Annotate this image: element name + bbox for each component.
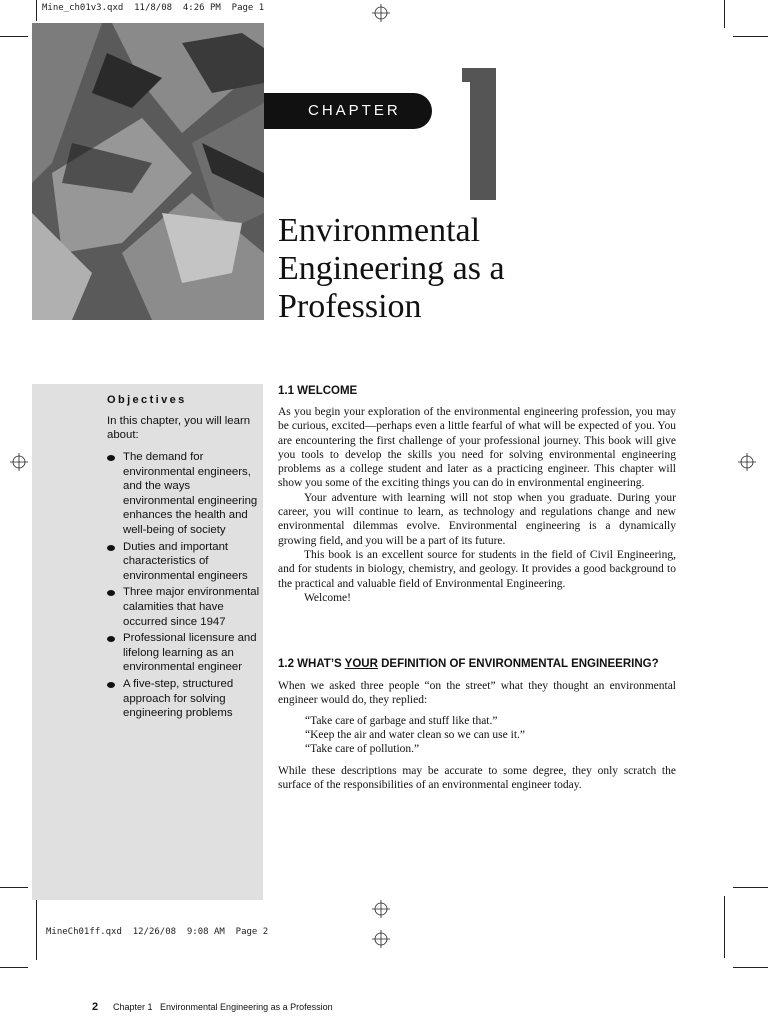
paragraph: This book is an excellent source for students in the field of Civil Engineering, and for students in biology, chemistry, and geology. It provides a good background to the practical and valuable field of Environmental Engineering. <box>278 548 676 590</box>
bullet-icon <box>107 636 115 642</box>
chapter-number-text <box>470 68 471 69</box>
paragraph: Your adventure with learning will not stop when you graduate. During your career, you will continue to learn, as technology and regulations change and new environmental dilemmas evolve. Environmental engineering is a dynamically growing field, and you will be a part of its future. <box>278 491 676 547</box>
list-item <box>107 450 263 538</box>
paragraph: When we asked three people “on the street” what they thought an environmental engineer would do, they replied: <box>278 680 676 707</box>
chapter-title-line: Engineering as a <box>278 250 505 287</box>
printer-slug-bottom: MineCh01ff.qxd 12/26/08 9:08 AM Page 2 <box>46 927 269 937</box>
bullet-icon <box>107 455 115 461</box>
quote-line: “Keep the air and water clean so we can use it.” <box>305 729 525 741</box>
chapter-label: CHAPTER <box>264 93 432 129</box>
paragraph: As you begin your exploration of the environmental engineering profession, you may be curious, excited—perhaps even a little fearful of what will be expected of you. You are encountering the first challenge of your professional journey. This book will give you tools to develop the skills you need for solving environmental engineering problems as a college student and later as a practicing engineer. This chapter will show you some of the exciting things you can do in environmental engineering. <box>278 406 676 490</box>
heading-text: 1.2 WHAT’S <box>278 658 345 670</box>
registration-mark-icon <box>372 930 390 948</box>
bullet-icon <box>107 545 115 551</box>
paragraph: While these descriptions may be accurate to some degree, they only scratch the surface of the responsibilities of an environmental engineer today. <box>278 765 676 792</box>
crop-mark <box>0 36 28 37</box>
crop-mark <box>36 0 37 21</box>
chapter-title-line: Profession <box>278 288 422 325</box>
objective-text: A five-step, structured approach for solving engineering problems <box>123 677 234 720</box>
chapter-title <box>278 212 578 326</box>
crop-mark <box>733 887 768 888</box>
section-1-body <box>278 405 676 605</box>
objectives-list <box>107 450 263 723</box>
registration-mark-icon <box>372 4 390 22</box>
objective-text: Professional licensure and lifelong learning as an environmental engineer <box>123 632 257 674</box>
objective-text: Duties and important characteristics of environmental engineers <box>123 540 248 582</box>
crop-mark <box>724 0 725 28</box>
objectives-heading: Objectives <box>107 394 187 406</box>
heading-emphasis: YOUR <box>344 658 378 670</box>
chapter-number <box>470 68 496 200</box>
list-item <box>107 631 263 675</box>
list-item <box>107 540 263 584</box>
section-2-closing <box>278 764 676 793</box>
crop-mark <box>733 36 768 37</box>
objectives-intro: In this chapter, you will learn about: <box>107 415 251 442</box>
section-heading-definition <box>278 658 659 670</box>
crop-mark <box>0 887 28 888</box>
crop-mark <box>724 896 725 958</box>
crop-mark <box>0 967 28 968</box>
objective-text: Three major environmental calamities that have occurred since 1947 <box>123 586 260 628</box>
heading-text: DEFINITION OF ENVIRONMENTAL ENGINEERING? <box>377 658 659 670</box>
bullet-icon <box>107 682 115 688</box>
list-item <box>107 585 263 629</box>
chapter-opener-artwork <box>32 23 264 320</box>
crop-mark <box>733 967 768 968</box>
running-head: Chapter 1 Environmental Engineering as a Profession <box>113 1002 333 1012</box>
paragraph: Welcome! <box>304 591 351 604</box>
page-number: 2 <box>92 1001 99 1013</box>
registration-mark-icon <box>738 453 756 471</box>
quote-line: “Take care of garbage and stuff like that.” <box>305 715 498 727</box>
section-2-intro <box>278 679 676 708</box>
printer-slug-top: Mine_ch01v3.qxd 11/8/08 4:26 PM Page 1 <box>42 3 265 13</box>
objective-text: The demand for environmental engineers, and the ways environmental engineering enhances the health and well-being of society <box>123 451 258 536</box>
crop-mark <box>36 900 37 960</box>
registration-mark-icon <box>372 900 390 918</box>
quote-line: “Take care of pollution.” <box>305 743 420 755</box>
registration-mark-icon <box>10 453 28 471</box>
section-heading-welcome: 1.1 WELCOME <box>278 385 358 397</box>
chapter-title-line: Environmental <box>278 212 481 249</box>
bullet-icon <box>107 590 115 596</box>
list-item <box>107 677 263 721</box>
